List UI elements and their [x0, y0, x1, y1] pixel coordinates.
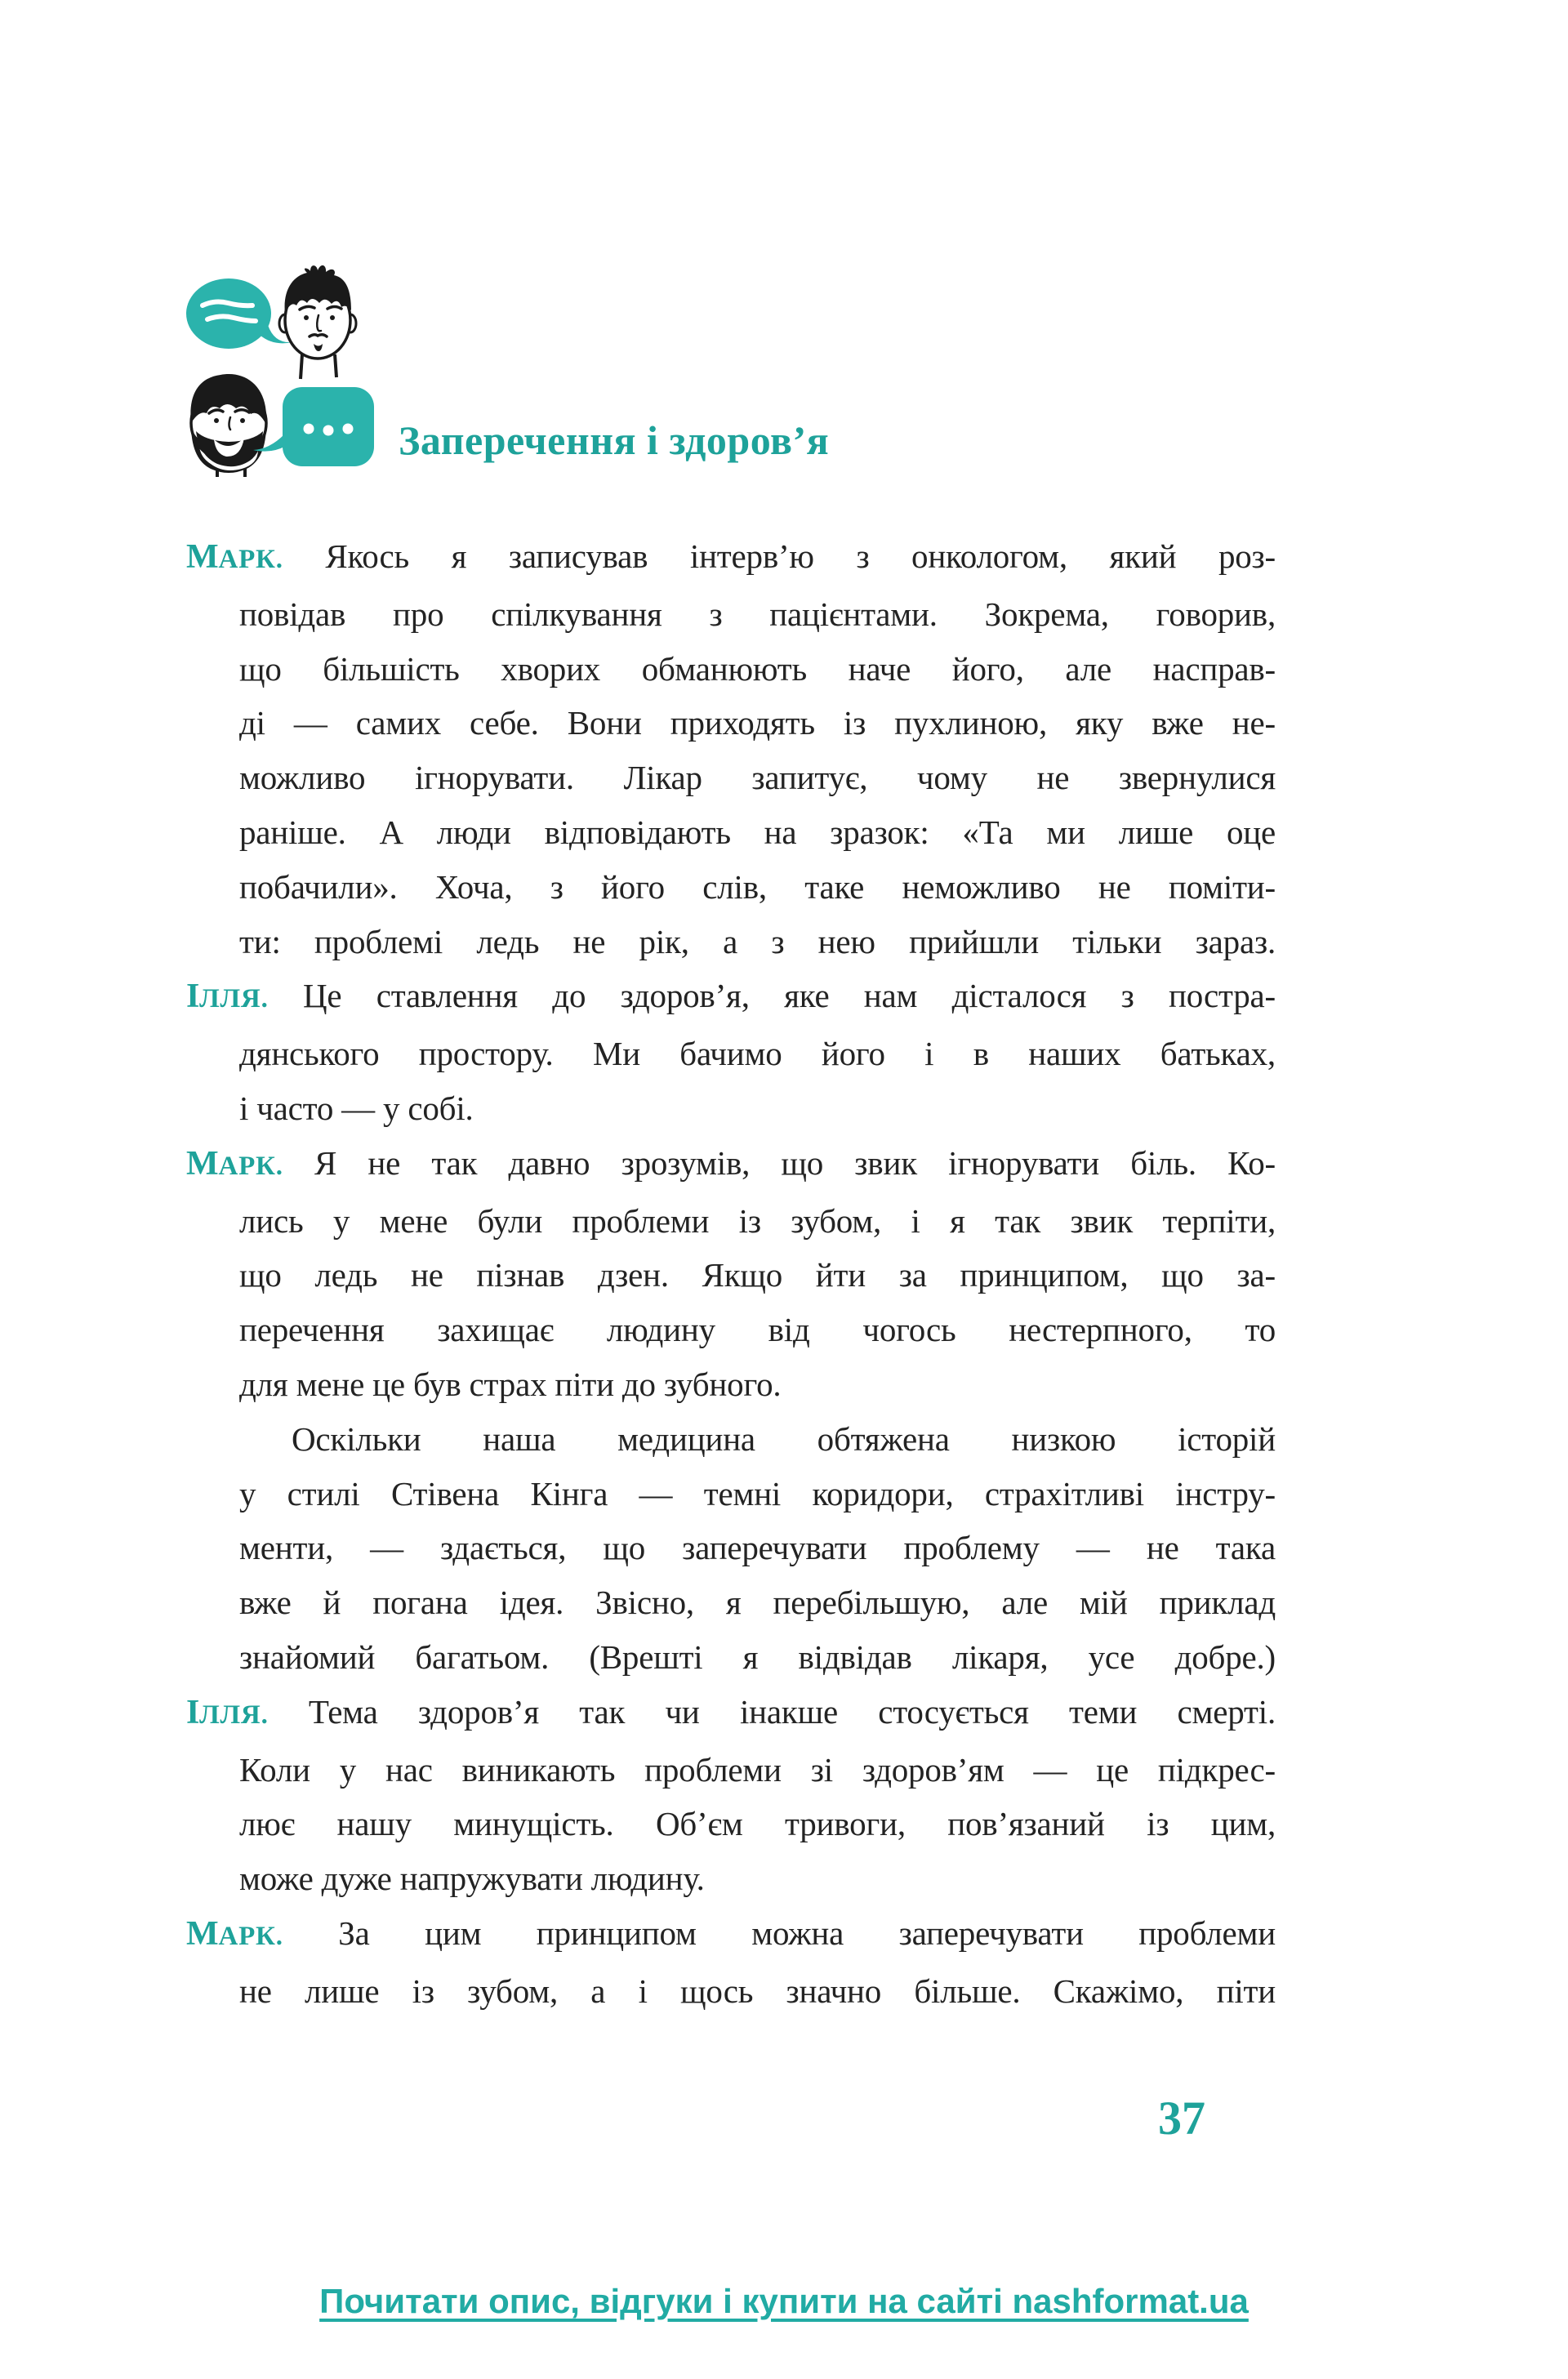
- dialogue-line: дянського простору. Ми бачимо його і в наших батьках,: [239, 1035, 1276, 1073]
- dialogue-paragraph: [186, 1906, 1276, 2019]
- dialogue-line: ІЛЛЯ. Тема здоров’я так чи інакше стосується теми смерті.: [186, 1692, 1276, 1731]
- dialogue-line: що більшість хворих обманюють наче його, але насправ-: [239, 649, 1276, 688]
- page-number: 37: [1158, 2092, 1205, 2145]
- footer-link[interactable]: Почитати опис, відгуки і купити на сайті nashformat.ua: [319, 2282, 1249, 2320]
- speaker-label: ІЛЛЯ.: [186, 1693, 269, 1731]
- dialogue-line: що ледь не пізнав дзен. Якщо йти за принципом, що за-: [239, 1256, 1276, 1294]
- dialogue-line: у стилі Стівена Кінга — темні коридори, страхітливі інстру-: [239, 1474, 1276, 1512]
- bearded-man-face-icon: [190, 374, 266, 477]
- dialogue-line: і часто — у собі.: [239, 1089, 474, 1127]
- dialogue-line: може дуже напружувати людину.: [239, 1860, 705, 1898]
- dialogue-line: МАРК. За цим принципом можна заперечувати проблеми: [186, 1913, 1276, 1953]
- speech-bubble-ellipsis-icon: [253, 387, 374, 466]
- dialogue-line: МАРК. Якось я записував інтерв’ю з онкологом, який роз-: [186, 537, 1276, 576]
- dialogue: [186, 529, 1276, 2019]
- dialogue-line: Коли у нас виникають проблеми зі здоров’ям — це підкрес-: [239, 1750, 1276, 1789]
- dialogue-line: менти, — здається, що заперечувати проблему — не така: [239, 1529, 1276, 1567]
- dialogue-line: можливо ігнорувати. Лікар запитує, чому не звернулися: [239, 759, 1276, 797]
- dialogue-paragraph: [186, 969, 1276, 1135]
- dialogue-paragraph: [186, 1412, 1276, 1685]
- speaker-label: МАРК.: [186, 538, 283, 576]
- dialogue-line: для мене це був страх піти до зубного.: [239, 1365, 782, 1403]
- dialogue-line: Оскільки наша медицина обтяжена низкою історій: [292, 1419, 1276, 1458]
- dialogue-paragraph: [186, 1685, 1276, 1906]
- speaker-label: ІЛЛЯ.: [186, 978, 269, 1016]
- dialogue-line: перечення захищає людину від чогось нестерпного, то: [239, 1311, 1276, 1349]
- dialogue-line: знайомий багатьом. (Врешті я відвідав лікаря, усе добре.): [239, 1637, 1276, 1676]
- dialogue-line: не лише із зубом, а і щось значно більше. Скажімо, піти: [239, 1971, 1276, 2010]
- dialogue-line: раніше. А люди відповідають на зразок: «Та ми лише оце: [239, 813, 1276, 851]
- two-men-talking-illustration: [178, 263, 378, 477]
- young-man-face-icon: [279, 265, 356, 379]
- chapter-title: Заперечення і здоров’я: [399, 417, 830, 463]
- dialogue-line: ти: проблемі ледь не рік, а з нею прийшли тільки зараз.: [239, 922, 1276, 960]
- dialogue-line: ді — самих себе. Вони приходять із пухлиною, яку вже не-: [239, 704, 1276, 742]
- dialogue-paragraph: [186, 1136, 1276, 1412]
- dialogue-line: МАРК. Я не так давно зрозумів, що звик ігнорувати біль. Ко-: [186, 1143, 1276, 1183]
- dialogue-line: лись у мене були проблеми із зубом, і я так звик терпіти,: [239, 1201, 1276, 1240]
- speech-bubble-scribble-icon: [186, 278, 292, 349]
- dialogue-line: повідав про спілкування з пацієнтами. Зокрема, говорив,: [239, 595, 1276, 633]
- speaker-label: МАРК.: [186, 1144, 283, 1183]
- dialogue-line: побачили». Хоча, з його слів, таке неможливо не поміти-: [239, 867, 1276, 906]
- dialogue-line: ІЛЛЯ. Це ставлення до здоров’я, яке нам дісталося з постра-: [186, 977, 1276, 1016]
- speaker-label: МАРК.: [186, 1914, 283, 1953]
- dialogue-paragraph: [186, 529, 1276, 969]
- dialogue-line: вже й погана ідея. Звісно, я перебільшую, але мій приклад: [239, 1584, 1276, 1622]
- dialogue-line: лює нашу минущість. Об’єм тривоги, пов’язаний із цим,: [239, 1805, 1276, 1843]
